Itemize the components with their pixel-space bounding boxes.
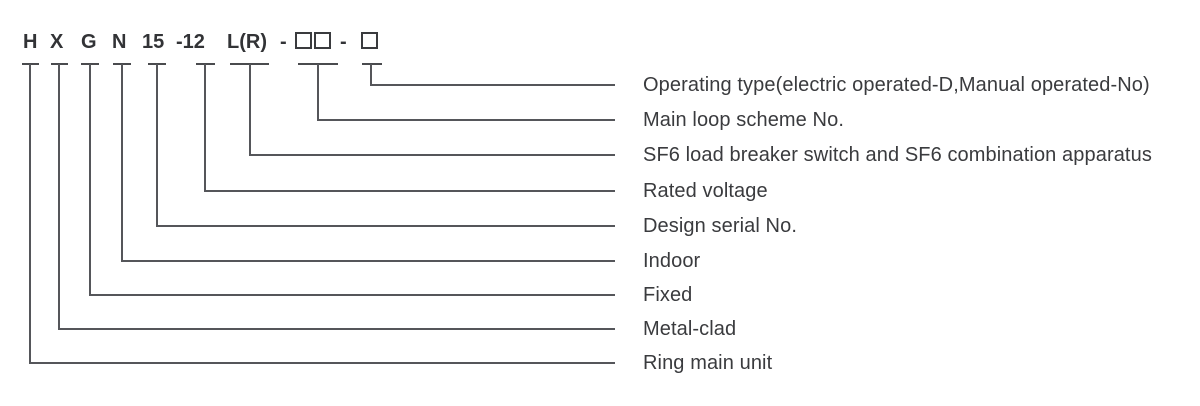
connector-vertical-line [58, 64, 60, 330]
connector-vertical-line [29, 64, 31, 364]
model-segment-15: 15 [142, 31, 165, 53]
connector-vertical-line [204, 64, 206, 192]
connector-horizontal-line [89, 294, 615, 296]
designation-label: Metal-clad [643, 318, 737, 340]
connector-horizontal-line [29, 362, 615, 364]
connector-horizontal-line [370, 84, 615, 86]
connector-vertical-line [156, 64, 158, 227]
connector-vertical-line [249, 64, 251, 156]
hyphen: - [280, 31, 287, 53]
designation-label: Indoor [643, 250, 701, 272]
connector-horizontal-line [204, 190, 615, 192]
connector-vertical-line [89, 64, 91, 296]
hyphen: - [340, 31, 347, 53]
designation-label: Rated voltage [643, 180, 768, 202]
designation-label: SF6 load breaker switch and SF6 combination apparatus [643, 144, 1152, 166]
connector-vertical-line [370, 64, 372, 86]
model-segment-lr: L(R) [227, 31, 267, 53]
connector-horizontal-line [317, 119, 615, 121]
connector-horizontal-line [249, 154, 615, 156]
placeholder-box [295, 32, 312, 49]
connector-horizontal-line [156, 225, 615, 227]
placeholder-box [314, 32, 331, 49]
model-segment-12: -12 [176, 31, 205, 53]
designation-label: Operating type(electric operated-D,Manual operated-No) [643, 74, 1150, 96]
model-segment-n: N [112, 31, 127, 53]
model-segment-x: X [50, 31, 64, 53]
connector-horizontal-line [121, 260, 615, 262]
designation-label: Ring main unit [643, 352, 773, 374]
operating-type-placeholder-box [361, 32, 378, 49]
model-segment-h: H [23, 31, 38, 53]
scheme-placeholder-boxes [295, 32, 331, 49]
designation-label: Design serial No. [643, 215, 797, 237]
placeholder-box [361, 32, 378, 49]
designation-label: Fixed [643, 284, 693, 306]
connector-horizontal-line [58, 328, 615, 330]
connector-vertical-line [121, 64, 123, 262]
designation-label: Main loop scheme No. [643, 109, 844, 131]
model-segment-g: G [81, 31, 97, 53]
connector-vertical-line [317, 64, 319, 121]
